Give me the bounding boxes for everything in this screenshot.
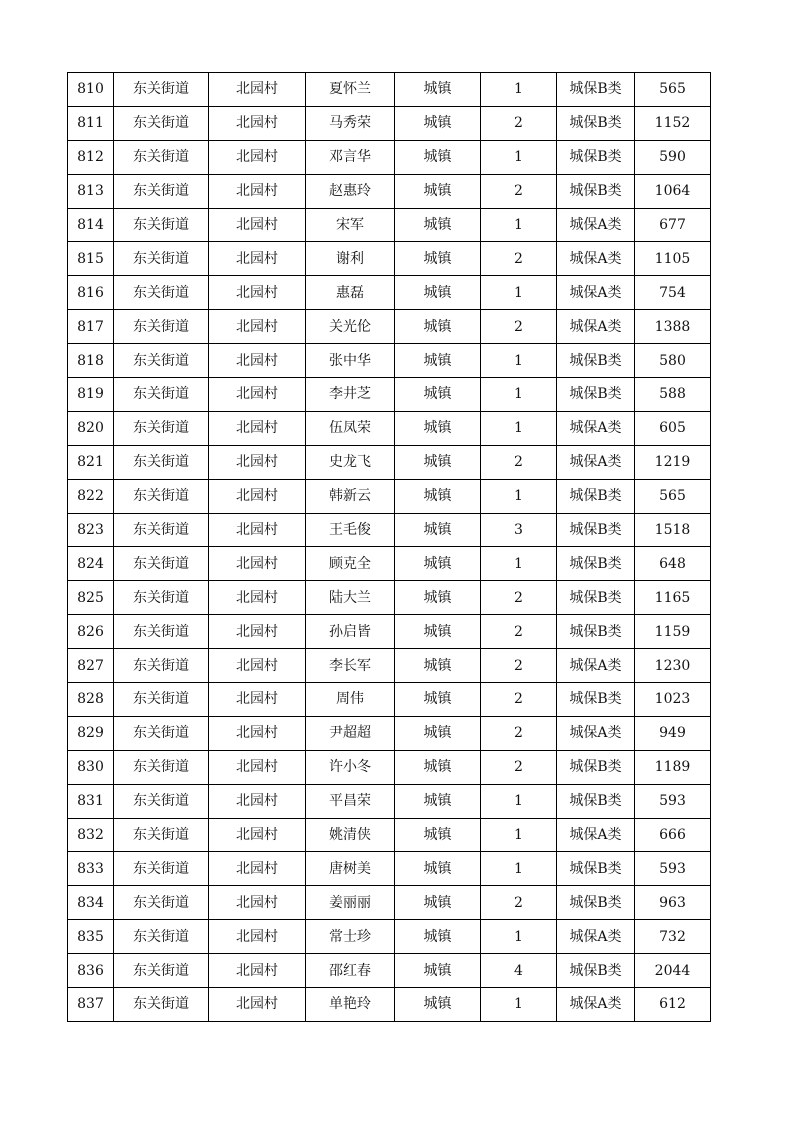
household-type-cell: 城镇 [395,140,481,174]
household-type-cell: 城镇 [395,208,481,242]
village-cell: 北园村 [209,852,306,886]
table-row [68,750,711,784]
amount-cell: 590 [635,140,711,174]
people-count-cell: 1 [481,852,557,886]
row-number-cell: 811 [68,106,114,140]
village-cell: 北园村 [209,547,306,581]
category-cell: 城保B类 [557,547,635,581]
amount-cell: 963 [635,886,711,920]
village-cell: 北园村 [209,581,306,615]
name-cell: 惠磊 [306,276,395,310]
name-cell: 邓言华 [306,140,395,174]
subdistrict-cell: 东关街道 [114,310,209,344]
household-type-cell: 城镇 [395,649,481,683]
name-cell: 许小冬 [306,750,395,784]
people-count-cell: 1 [481,208,557,242]
category-cell: 城保B类 [557,106,635,140]
subdistrict-cell: 东关街道 [114,73,209,107]
subdistrict-cell: 东关街道 [114,208,209,242]
table-row [68,547,711,581]
subdistrict-cell: 东关街道 [114,954,209,988]
village-cell: 北园村 [209,208,306,242]
name-cell: 顾克全 [306,547,395,581]
people-count-cell: 2 [481,615,557,649]
village-cell: 北园村 [209,445,306,479]
row-number-cell: 836 [68,954,114,988]
people-count-cell: 2 [481,716,557,750]
subdistrict-cell: 东关街道 [114,378,209,412]
table-row [68,344,711,378]
row-number-cell: 832 [68,818,114,852]
household-type-cell: 城镇 [395,852,481,886]
table-row [68,818,711,852]
amount-cell: 1152 [635,106,711,140]
people-count-cell: 1 [481,378,557,412]
name-cell: 常士珍 [306,920,395,954]
row-number-cell: 817 [68,310,114,344]
household-type-cell: 城镇 [395,615,481,649]
category-cell: 城保B类 [557,581,635,615]
subdistrict-cell: 东关街道 [114,716,209,750]
household-type-cell: 城镇 [395,242,481,276]
row-number-cell: 820 [68,411,114,445]
village-cell: 北园村 [209,174,306,208]
subdistrict-cell: 东关街道 [114,445,209,479]
table-row [68,242,711,276]
people-count-cell: 2 [481,310,557,344]
people-count-cell: 1 [481,73,557,107]
people-count-cell: 1 [481,276,557,310]
table-row [68,276,711,310]
row-number-cell: 823 [68,513,114,547]
village-cell: 北园村 [209,479,306,513]
row-number-cell: 825 [68,581,114,615]
people-count-cell: 2 [481,242,557,276]
village-cell: 北园村 [209,615,306,649]
category-cell: 城保B类 [557,954,635,988]
category-cell: 城保B类 [557,784,635,818]
people-count-cell: 2 [481,445,557,479]
subdistrict-cell: 东关街道 [114,344,209,378]
village-cell: 北园村 [209,784,306,818]
subdistrict-cell: 东关街道 [114,242,209,276]
row-number-cell: 815 [68,242,114,276]
row-number-cell: 828 [68,683,114,717]
subdistrict-cell: 东关街道 [114,513,209,547]
village-cell: 北园村 [209,886,306,920]
table-row [68,852,711,886]
table-row [68,411,711,445]
household-type-cell: 城镇 [395,276,481,310]
people-count-cell: 1 [481,479,557,513]
people-count-cell: 2 [481,683,557,717]
people-count-cell: 1 [481,818,557,852]
name-cell: 赵惠玲 [306,174,395,208]
subdistrict-cell: 东关街道 [114,818,209,852]
people-count-cell: 2 [481,750,557,784]
amount-cell: 1023 [635,683,711,717]
subdistrict-cell: 东关街道 [114,683,209,717]
row-number-cell: 831 [68,784,114,818]
row-number-cell: 834 [68,886,114,920]
table-row [68,513,711,547]
amount-cell: 605 [635,411,711,445]
category-cell: 城保B类 [557,479,635,513]
name-cell: 夏怀兰 [306,73,395,107]
category-cell: 城保B类 [557,174,635,208]
household-type-cell: 城镇 [395,106,481,140]
people-count-cell: 3 [481,513,557,547]
category-cell: 城保A类 [557,649,635,683]
category-cell: 城保A类 [557,242,635,276]
people-count-cell: 1 [481,344,557,378]
name-cell: 陆大兰 [306,581,395,615]
household-type-cell: 城镇 [395,716,481,750]
name-cell: 马秀荣 [306,106,395,140]
subdistrict-cell: 东关街道 [114,581,209,615]
table-row [68,716,711,750]
people-count-cell: 1 [481,920,557,954]
amount-cell: 754 [635,276,711,310]
amount-cell: 677 [635,208,711,242]
people-count-cell: 1 [481,140,557,174]
table-row [68,920,711,954]
name-cell: 伍凤荣 [306,411,395,445]
category-cell: 城保B类 [557,140,635,174]
table-row [68,378,711,412]
subdistrict-cell: 东关街道 [114,920,209,954]
row-number-cell: 818 [68,344,114,378]
village-cell: 北园村 [209,310,306,344]
subdistrict-cell: 东关街道 [114,649,209,683]
table-row [68,649,711,683]
village-cell: 北园村 [209,649,306,683]
table-row [68,954,711,988]
row-number-cell: 833 [68,852,114,886]
subdistrict-cell: 东关街道 [114,615,209,649]
row-number-cell: 824 [68,547,114,581]
table-row [68,174,711,208]
subdistrict-cell: 东关街道 [114,547,209,581]
table-row [68,479,711,513]
people-count-cell: 2 [481,174,557,208]
category-cell: 城保A类 [557,818,635,852]
name-cell: 姜丽丽 [306,886,395,920]
amount-cell: 1518 [635,513,711,547]
row-number-cell: 822 [68,479,114,513]
category-cell: 城保A类 [557,920,635,954]
category-cell: 城保B类 [557,378,635,412]
household-type-cell: 城镇 [395,174,481,208]
name-cell: 孙启皆 [306,615,395,649]
village-cell: 北园村 [209,683,306,717]
village-cell: 北园村 [209,140,306,174]
amount-cell: 1064 [635,174,711,208]
row-number-cell: 829 [68,716,114,750]
row-number-cell: 814 [68,208,114,242]
category-cell: 城保B类 [557,750,635,784]
household-type-cell: 城镇 [395,378,481,412]
village-cell: 北园村 [209,411,306,445]
household-type-cell: 城镇 [395,818,481,852]
name-cell: 宋军 [306,208,395,242]
table-body [68,73,711,1022]
row-number-cell: 819 [68,378,114,412]
people-count-cell: 2 [481,581,557,615]
household-type-cell: 城镇 [395,411,481,445]
amount-cell: 949 [635,716,711,750]
row-number-cell: 835 [68,920,114,954]
category-cell: 城保B类 [557,886,635,920]
table-row [68,683,711,717]
household-type-cell: 城镇 [395,954,481,988]
amount-cell: 1159 [635,615,711,649]
name-cell: 周伟 [306,683,395,717]
name-cell: 王毛俊 [306,513,395,547]
table-row [68,615,711,649]
household-type-cell: 城镇 [395,784,481,818]
people-count-cell: 1 [481,988,557,1022]
name-cell: 韩新云 [306,479,395,513]
category-cell: 城保B类 [557,73,635,107]
table-row [68,886,711,920]
name-cell: 唐树美 [306,852,395,886]
village-cell: 北园村 [209,716,306,750]
row-number-cell: 837 [68,988,114,1022]
village-cell: 北园村 [209,954,306,988]
subdistrict-cell: 东关街道 [114,411,209,445]
village-cell: 北园村 [209,106,306,140]
subdistrict-cell: 东关街道 [114,852,209,886]
name-cell: 谢利 [306,242,395,276]
household-type-cell: 城镇 [395,750,481,784]
people-count-cell: 1 [481,411,557,445]
household-type-cell: 城镇 [395,581,481,615]
row-number-cell: 810 [68,73,114,107]
subdistrict-cell: 东关街道 [114,886,209,920]
name-cell: 平昌荣 [306,784,395,818]
category-cell: 城保B类 [557,852,635,886]
people-count-cell: 4 [481,954,557,988]
village-cell: 北园村 [209,750,306,784]
amount-cell: 666 [635,818,711,852]
household-type-cell: 城镇 [395,479,481,513]
amount-cell: 732 [635,920,711,954]
table-row [68,988,711,1022]
table-row [68,310,711,344]
row-number-cell: 816 [68,276,114,310]
category-cell: 城保B类 [557,513,635,547]
category-cell: 城保A类 [557,208,635,242]
amount-cell: 593 [635,852,711,886]
table-row [68,73,711,107]
name-cell: 史龙飞 [306,445,395,479]
people-count-cell: 2 [481,106,557,140]
subdistrict-cell: 东关街道 [114,276,209,310]
category-cell: 城保A类 [557,276,635,310]
household-type-cell: 城镇 [395,920,481,954]
row-number-cell: 827 [68,649,114,683]
village-cell: 北园村 [209,73,306,107]
amount-cell: 1105 [635,242,711,276]
subdistrict-cell: 东关街道 [114,750,209,784]
amount-cell: 648 [635,547,711,581]
row-number-cell: 821 [68,445,114,479]
amount-cell: 1388 [635,310,711,344]
row-number-cell: 812 [68,140,114,174]
amount-cell: 565 [635,479,711,513]
village-cell: 北园村 [209,920,306,954]
subdistrict-cell: 东关街道 [114,784,209,818]
people-count-cell: 1 [481,547,557,581]
amount-cell: 2044 [635,954,711,988]
household-type-cell: 城镇 [395,988,481,1022]
table-row [68,106,711,140]
amount-cell: 593 [635,784,711,818]
village-cell: 北园村 [209,378,306,412]
village-cell: 北园村 [209,513,306,547]
name-cell: 邵红春 [306,954,395,988]
category-cell: 城保A类 [557,445,635,479]
category-cell: 城保A类 [557,411,635,445]
household-type-cell: 城镇 [395,513,481,547]
category-cell: 城保B类 [557,344,635,378]
row-number-cell: 813 [68,174,114,208]
subdistrict-cell: 东关街道 [114,174,209,208]
category-cell: 城保A类 [557,988,635,1022]
data-table [67,72,711,1022]
category-cell: 城保A类 [557,310,635,344]
household-type-cell: 城镇 [395,886,481,920]
subdistrict-cell: 东关街道 [114,106,209,140]
table-row [68,784,711,818]
subdistrict-cell: 东关街道 [114,140,209,174]
amount-cell: 1219 [635,445,711,479]
name-cell: 张中华 [306,344,395,378]
category-cell: 城保B类 [557,615,635,649]
amount-cell: 580 [635,344,711,378]
household-type-cell: 城镇 [395,73,481,107]
name-cell: 尹超超 [306,716,395,750]
amount-cell: 612 [635,988,711,1022]
name-cell: 单艳玲 [306,988,395,1022]
household-type-cell: 城镇 [395,547,481,581]
amount-cell: 1165 [635,581,711,615]
name-cell: 李长军 [306,649,395,683]
table-row [68,581,711,615]
household-type-cell: 城镇 [395,310,481,344]
row-number-cell: 830 [68,750,114,784]
row-number-cell: 826 [68,615,114,649]
village-cell: 北园村 [209,242,306,276]
village-cell: 北园村 [209,276,306,310]
amount-cell: 565 [635,73,711,107]
name-cell: 李井芝 [306,378,395,412]
amount-cell: 1230 [635,649,711,683]
village-cell: 北园村 [209,988,306,1022]
name-cell: 关光伦 [306,310,395,344]
village-cell: 北园村 [209,344,306,378]
subdistrict-cell: 东关街道 [114,988,209,1022]
table-row [68,208,711,242]
people-count-cell: 2 [481,886,557,920]
category-cell: 城保A类 [557,716,635,750]
people-count-cell: 2 [481,649,557,683]
household-type-cell: 城镇 [395,445,481,479]
village-cell: 北园村 [209,818,306,852]
subdistrict-cell: 东关街道 [114,479,209,513]
household-type-cell: 城镇 [395,344,481,378]
table-row [68,140,711,174]
people-count-cell: 1 [481,784,557,818]
table-row [68,445,711,479]
name-cell: 姚清侠 [306,818,395,852]
category-cell: 城保B类 [557,683,635,717]
amount-cell: 1189 [635,750,711,784]
amount-cell: 588 [635,378,711,412]
household-type-cell: 城镇 [395,683,481,717]
